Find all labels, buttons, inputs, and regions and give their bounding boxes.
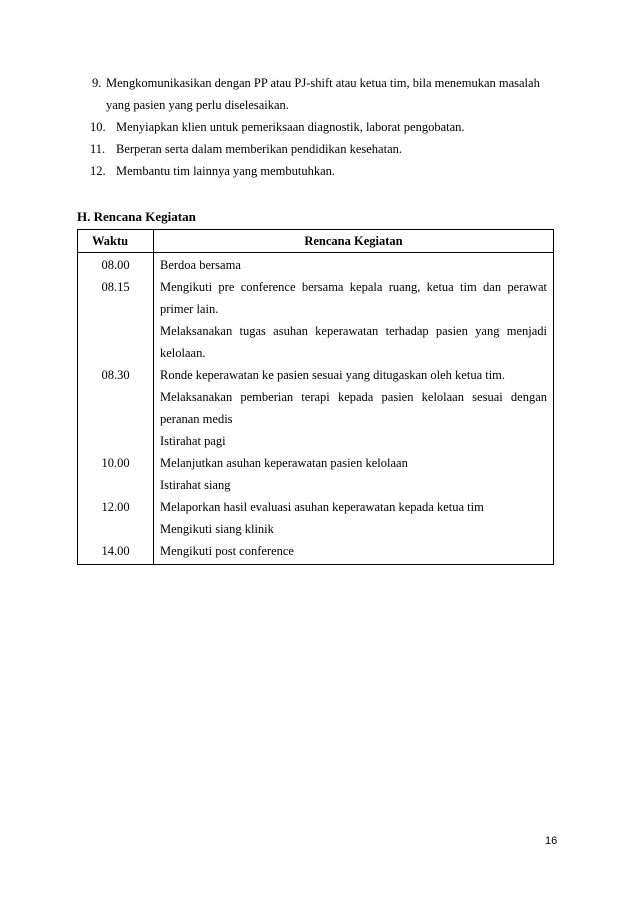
list-text: Mengkomunikasikan dengan PP atau PJ-shift atau ketua tim, bila menemukan masalah xyxy=(106,76,540,90)
time-cell: 08.00 xyxy=(78,253,154,277)
table-row xyxy=(78,364,554,386)
time-cell xyxy=(78,320,154,364)
time-cell xyxy=(78,474,154,496)
column-header-time: Waktu xyxy=(78,230,154,253)
table-row xyxy=(78,386,554,430)
table-row xyxy=(78,474,554,496)
table-row xyxy=(78,430,554,452)
duty-list xyxy=(92,72,562,182)
time-cell: 14.00 xyxy=(78,540,154,565)
time-cell xyxy=(78,518,154,540)
table-row xyxy=(78,320,554,364)
list-number: 9. xyxy=(92,76,102,90)
activity-cell: Melaksanakan pemberian terapi kepada pasien kelolaan sesuai dengan peranan medis xyxy=(154,386,554,430)
list-number: 12. xyxy=(90,164,106,178)
activity-cell: Berdoa bersama xyxy=(154,253,554,277)
table-row xyxy=(78,540,554,565)
table-row xyxy=(78,452,554,474)
list-number: 10. xyxy=(90,120,106,134)
table-row xyxy=(78,496,554,518)
time-cell xyxy=(78,430,154,452)
activity-cell: Istirahat pagi xyxy=(154,430,554,452)
list-text: Menyiapkan klien untuk pemeriksaan diagnostik, laborat pengobatan. xyxy=(116,120,465,134)
activity-plan-table xyxy=(77,229,554,565)
list-item xyxy=(92,138,562,160)
activity-cell: Ronde keperawatan ke pasien sesuai yang ditugaskan oleh ketua tim. xyxy=(154,364,554,386)
list-item xyxy=(92,160,562,182)
activity-cell: Melaporkan hasil evaluasi asuhan keperawatan kepada ketua tim xyxy=(154,496,554,518)
section-heading: H. Rencana Kegiatan xyxy=(77,209,196,224)
activity-cell: Mengikuti post conference xyxy=(154,540,554,565)
list-text: Membantu tim lainnya yang membutuhkan. xyxy=(116,164,336,178)
time-cell: 08.30 xyxy=(78,364,154,386)
table-header-row xyxy=(78,230,554,253)
page-number: 16 xyxy=(545,835,558,847)
list-item xyxy=(92,72,562,116)
list-text: Berperan serta dalam memberikan pendidikan kesehatan. xyxy=(116,142,402,156)
list-text-continuation: yang pasien yang perlu diselesaikan. xyxy=(106,98,289,112)
list-number: 11. xyxy=(90,142,106,156)
activity-cell: Melanjutkan asuhan keperawatan pasien kelolaan xyxy=(154,452,554,474)
activity-cell: Mengikuti siang klinik xyxy=(154,518,554,540)
activity-cell: Istirahat siang xyxy=(154,474,554,496)
table-row xyxy=(78,276,554,320)
time-cell: 12.00 xyxy=(78,496,154,518)
activity-cell: Melaksanakan tugas asuhan keperawatan terhadap pasien yang menjadi kelolaan. xyxy=(154,320,554,364)
time-cell: 08.15 xyxy=(78,276,154,320)
time-cell: 10.00 xyxy=(78,452,154,474)
table-row xyxy=(78,518,554,540)
activity-cell: Mengikuti pre conference bersama kepala ruang, ketua tim dan perawat primer lain. xyxy=(154,276,554,320)
time-cell xyxy=(78,386,154,430)
column-header-activity: Rencana Kegiatan xyxy=(154,230,554,253)
list-item xyxy=(92,116,562,138)
table-row xyxy=(78,253,554,277)
